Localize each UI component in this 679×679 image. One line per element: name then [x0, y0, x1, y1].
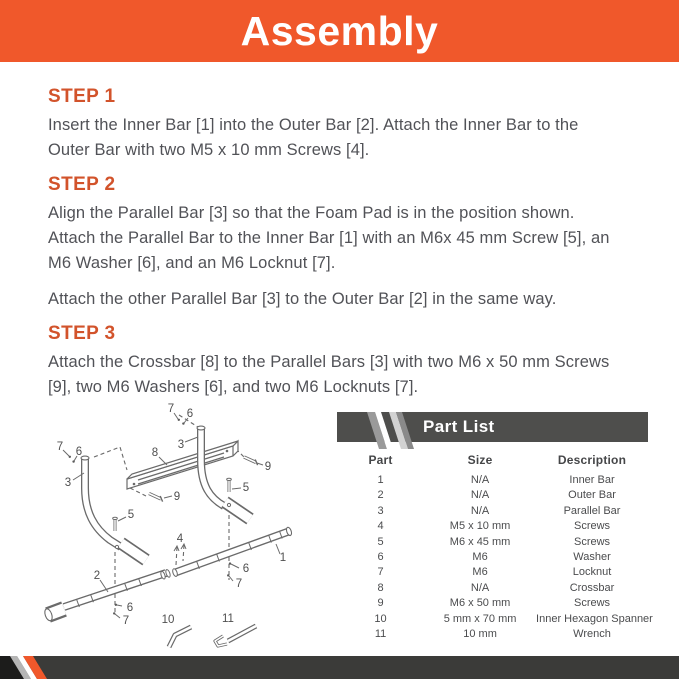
callout-1-inner-bar: 1	[279, 552, 287, 564]
callout-7-right: 7	[235, 578, 243, 590]
step-1-text: Insert the Inner Bar [1] into the Outer Bar [2]. Attach the Inner Bar to the Outer Bar with two M5 x 10 mm Screws [4].	[48, 116, 579, 159]
callout-2-outer-bar: 2	[93, 570, 101, 582]
table-row: 7 M6 Locknut	[377, 566, 612, 579]
page-header	[0, 0, 679, 62]
callout-9-left: 9	[173, 491, 181, 503]
callout-4-screws: 4	[176, 533, 184, 545]
step-2-text-2: Attach the other Parallel Bar [3] to the Outer Bar [2] in the same way.	[48, 290, 557, 308]
callout-3-right: 3	[177, 439, 185, 451]
callout-5-right: 5	[242, 482, 250, 494]
page-title: Assembly	[240, 7, 439, 54]
assembly-diagram-drawing	[18, 400, 332, 654]
table-row: 3 N/A Parallel Bar	[377, 504, 621, 517]
step-1-heading: STEP 1	[48, 86, 116, 107]
part-list-header-bar	[337, 412, 648, 442]
callout-7-top: 7	[167, 403, 175, 415]
callout-6-right: 6	[242, 563, 250, 575]
part-list-panel	[337, 412, 653, 642]
column-header-part: Part	[368, 453, 393, 467]
step-3-text: Attach the Crossbar [8] to the Parallel Bars [3] with two M6 x 50 mm Screws [9], two M6 Washers [6], and two M6 Locknuts [7].	[48, 353, 610, 396]
table-row: 6 M6 Washer	[377, 551, 611, 564]
table-row: 5 M6 x 45 mm Screws	[377, 535, 611, 548]
callout-8-crossbar: 8	[151, 447, 159, 459]
callout-6-top: 6	[186, 408, 194, 420]
callout-3-left: 3	[64, 477, 72, 489]
table-row: 1 N/A Inner Bar	[377, 474, 615, 486]
step-3-section	[48, 323, 623, 400]
steps-content	[48, 86, 623, 411]
step-1-section	[48, 86, 623, 163]
table-row: 10 5 mm x 70 mm Inner Hexagon Spanner	[374, 612, 653, 625]
callout-7-bottom: 7	[122, 615, 130, 627]
table-row: 11 10 mm Wrench	[374, 628, 611, 641]
step-2-section	[48, 174, 623, 312]
footer-stripes-decoration	[0, 656, 140, 679]
step-2-text-1: Align the Parallel Bar [3] so that the Foam Pad is in the position shown. Attach the Parallel Bar to the Inner Bar [1] with an M6x 45 mm Screw [5], an M6 Washer [6], and an M6 Locknut [7].	[48, 204, 610, 272]
table-row: 4 M5 x 10 mm Screws	[377, 520, 611, 533]
callout-6-bottom: 6	[126, 602, 134, 614]
diagonal-stripes-decoration	[337, 412, 427, 449]
table-row: 8 N/A Crossbar	[377, 581, 615, 594]
step-2-heading: STEP 2	[48, 174, 116, 195]
part-list-header-row	[337, 451, 648, 473]
column-header-description: Description	[557, 453, 627, 467]
callout-11-wrench: 11	[222, 613, 234, 625]
part-list-table	[337, 451, 653, 642]
assembly-exploded-diagram	[18, 400, 332, 654]
part-list-title: Part List	[423, 417, 495, 436]
column-header-size: Size	[467, 453, 493, 467]
callout-7-left: 7	[56, 441, 64, 453]
callout-9-right: 9	[264, 461, 272, 473]
page-footer	[0, 656, 679, 679]
step-3-heading: STEP 3	[48, 323, 116, 344]
callout-10-spanner: 10	[161, 614, 175, 626]
table-row: 9 M6 x 50 mm Screws	[377, 597, 611, 610]
callout-5-left: 5	[127, 509, 135, 521]
table-row: 2 N/A Outer Bar	[377, 489, 616, 502]
callout-6-left: 6	[75, 446, 83, 458]
